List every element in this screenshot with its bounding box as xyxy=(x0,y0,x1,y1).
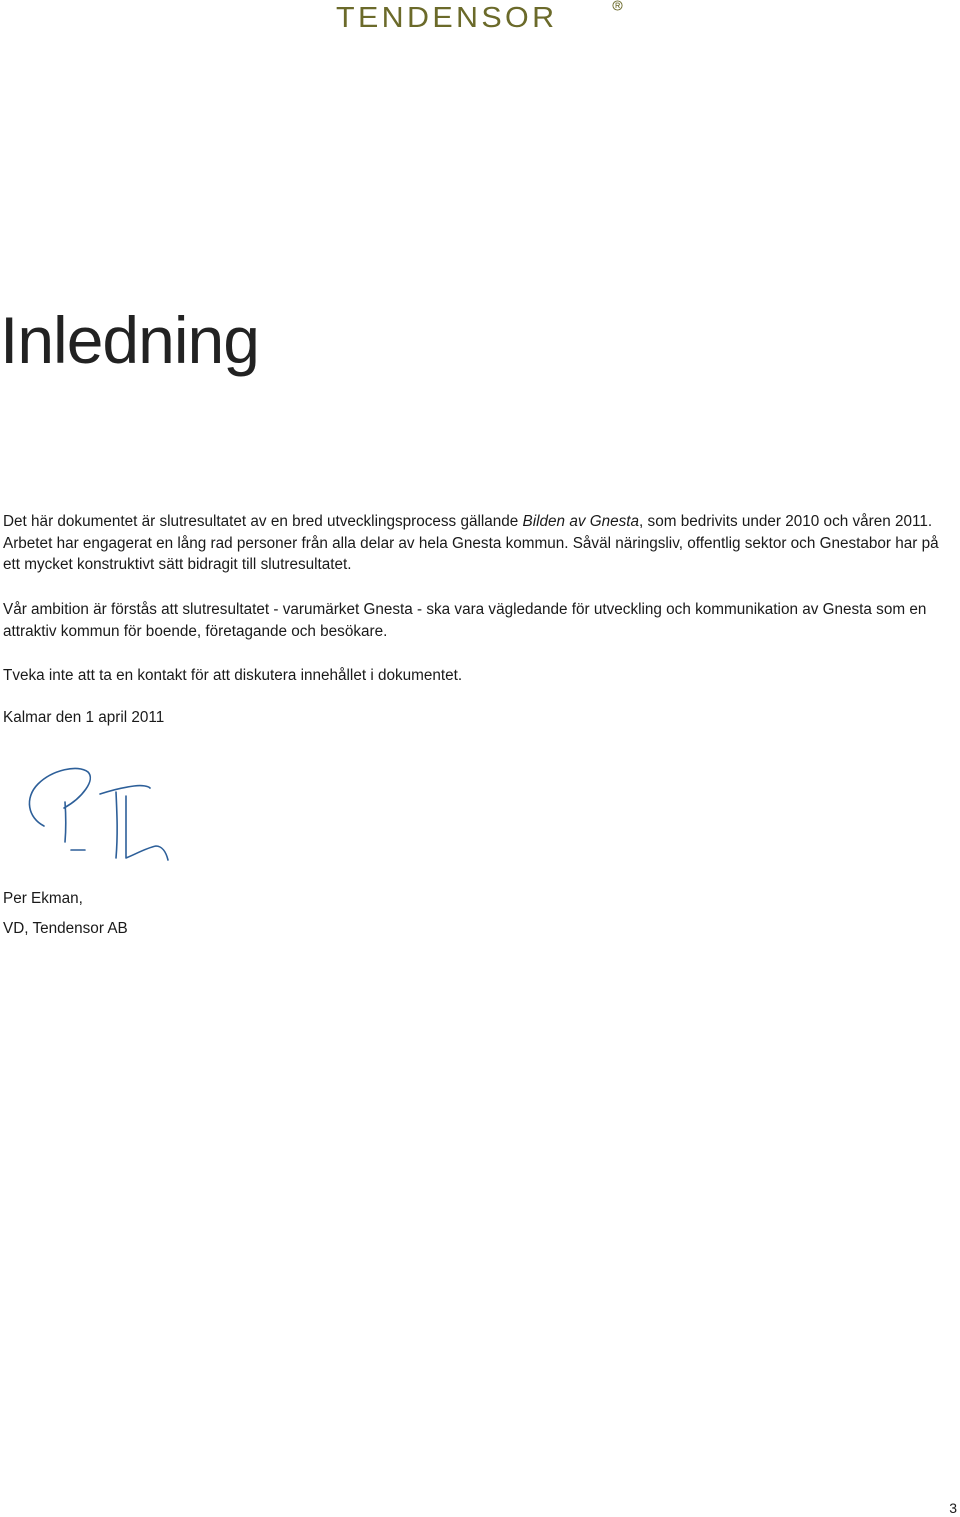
ambition-paragraph: Vår ambition är förstås att slutresultatet - varumärket Gnesta - ska vara vägledande för utveckling och kommunikation av Gnesta som en attraktiv kommun för boende, företagande och besökare. xyxy=(3,601,927,640)
logo-wordmark: TENDENSOR xyxy=(336,2,558,34)
contact-paragraph: Tveka inte att ta en kontakt för att diskutera innehållet i dokumentet. xyxy=(3,667,463,684)
place-date: Kalmar den 1 april 2011 xyxy=(3,709,165,726)
intro-emphasis: Bilden av Gnesta xyxy=(522,513,640,530)
registered-trademark-icon xyxy=(612,0,623,11)
signer-title: VD, Tendensor AB xyxy=(3,920,128,937)
handwritten-signature xyxy=(22,758,182,870)
signer-name: Per Ekman, xyxy=(3,890,83,907)
intro-text-start: Det här dokumentet är slutresultatet av en bred utvecklingsprocess gällande xyxy=(3,513,523,530)
page-number: 3 xyxy=(949,1500,957,1516)
intro-paragraph xyxy=(3,511,949,576)
intro-text-end: , som bedrivits under 2010 och våren 2011. Arbetet har engagerat en lång rad personer från alla delar av hela Gnesta kommun. Såväl näringsliv, offentlig sektor och Gnestabor har på ett mycket konstruktivt sätt bidragit till slutresultatet. xyxy=(3,513,939,573)
tendensor-logo xyxy=(336,0,626,34)
page-title: Inledning xyxy=(0,303,259,377)
